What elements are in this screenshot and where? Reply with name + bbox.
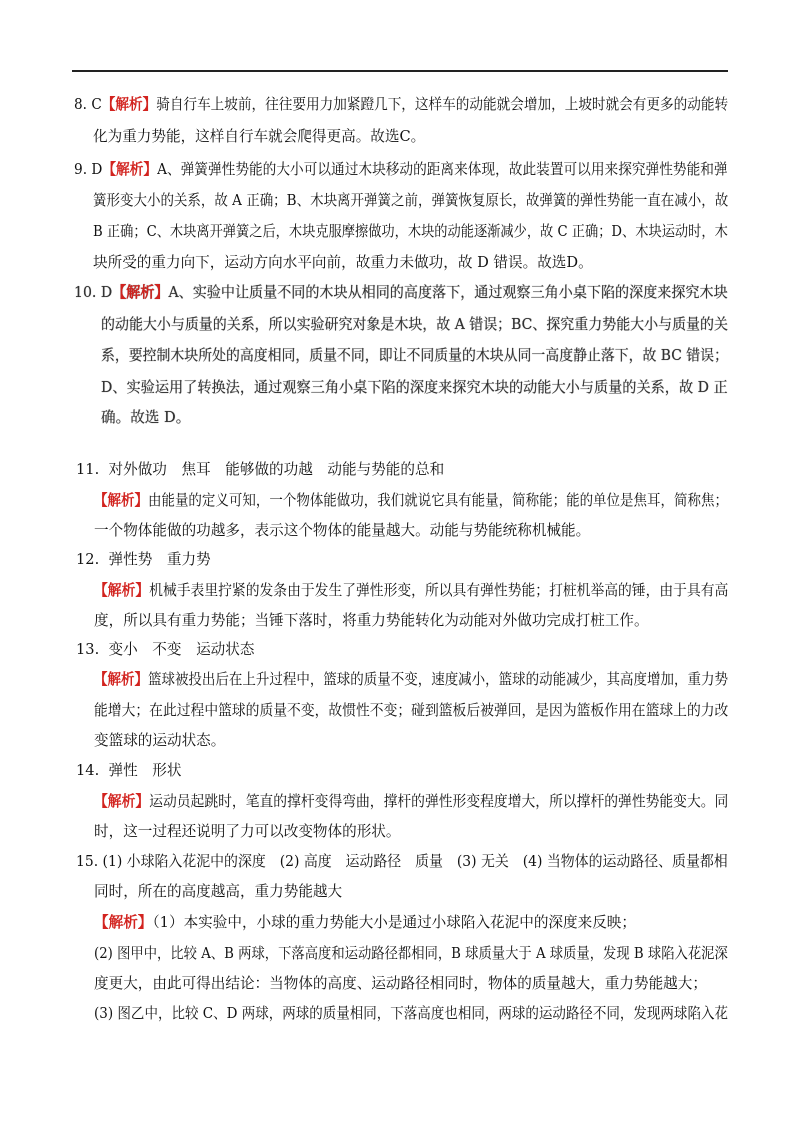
q9-number: 9. D (74, 161, 103, 178)
q12-answer: 弹性势 重力势 (108, 551, 211, 568)
q12-answer-line (76, 550, 211, 570)
q13-line-2: 能增大；在此过程中篮球的质量不变，故惯性不变；碰到篮板后被弹回，是因为篮板作用在篮球上的力改 (94, 702, 729, 719)
q14-line-2: 时，这一过程还说明了力可以改变物体的形状。 (94, 823, 401, 840)
analysis-tag: 【解析】 (101, 96, 157, 113)
q13-answer-line (76, 640, 254, 660)
q9-line-2: 簧形变大小的关系，故 A 正确；B、木块离开弹簧之前，弹簧恢复原长，故弹簧的弹性势能一直在减小，故 (93, 192, 729, 209)
q15-line-1 (94, 913, 636, 933)
q8-line-2: 化为重力势能，这样自行车就会爬得更高。故选C。 (93, 128, 426, 145)
q11-line-2: 一个物体能做的功越多，表示这个物体的能量越大。动能与势能统称机械能。 (94, 522, 591, 539)
analysis-tag: 【解析】 (94, 671, 148, 688)
q9-line-4: 块所受的重力向下，运动方向水平向前，故重力未做功，故 D 错误。故选D。 (93, 254, 593, 271)
q9-line-1 (74, 160, 728, 180)
q15-text-1: （1）本实验中，小球的重力势能大小是通过小球陷入花泥中的深度来反映； (152, 914, 636, 931)
analysis-tag: 【解析】 (94, 793, 150, 810)
q10-text-1: A、实验中让质量不同的木块从相同的高度落下，通过观察三角小桌下陷的深度来探究木块 (168, 284, 728, 301)
q13-line-3: 变篮球的运动状态。 (94, 732, 226, 749)
q10-line-4: D、实验运用了转换法，通过观察三角小桌下陷的深度来探究木块的动能大小与质量的关系，故 D 正 (101, 379, 728, 396)
q10-line-1 (74, 283, 728, 303)
q15-line-2: (2) 图甲中，比较 A、B 两球，下落高度和运动路径都相同，B 球质量大于 A 球质量，发现 B 球陷入花泥深 (94, 945, 728, 962)
q8-text-1: 骑自行车上坡前，往往要用力加紧蹬几下，这样车的动能就会增加，上坡时就会有更多的动能转 (156, 96, 729, 113)
q10-line-3: 系，要控制木块所处的高度相同，质量不同，即让不同质量的木块从同一高度静止落下，故 BC 错误； (101, 347, 728, 364)
q11-answer-line (76, 460, 444, 480)
analysis-tag: 【解析】 (94, 914, 153, 931)
q14-answer-line (76, 761, 181, 781)
analysis-tag: 【解析】 (94, 582, 150, 599)
q12-line-2: 度，所以具有重力势能；当锤下落时，将重力势能转化为动能对外做功完成打桩工作。 (94, 612, 649, 629)
q9-text-1: A、弹簧弹性势能的大小可以通过木块移动的距离来体现，故此装置可以用来探究弹性势能和弹 (157, 161, 728, 178)
q13-text-1: 篮球被投出后在上升过程中，篮球的质量不变，速度减小，篮球的动能减少，其高度增加，重力势 (147, 671, 728, 688)
q10-line-5: 确。故选 D。 (101, 409, 191, 426)
q11-answer: 对外做功 焦耳 能够做的功越 动能与势能的总和 (108, 461, 445, 478)
q8-line-1 (74, 95, 728, 115)
header-rule (72, 70, 728, 72)
analysis-tag: 【解析】 (94, 492, 148, 509)
q15-answer-line-1 (76, 852, 728, 872)
q13-number: 13. (76, 641, 100, 658)
q12-text-1: 机械手表里拧紧的发条由于发生了弹性形变，所以具有弹性势能；打桩机举高的锤，由于具有高 (149, 582, 729, 599)
q9-line-3: B 正确；C、木块离开弹簧之后，木块克服摩擦做功，木块的动能逐渐减少，故 C 正确；D、木块运动时，木 (93, 223, 728, 240)
analysis-tag: 【解析】 (102, 161, 158, 178)
q14-text-1: 运动员起跳时，笔直的撑杆变得弯曲，撑杆的弹性形变程度增大，所以撑杆的弹性势能变大。同 (149, 793, 729, 810)
q11-number: 11. (76, 461, 100, 478)
q15-answer-line-2: 同时，所在的高度越高，重力势能越大 (94, 883, 343, 900)
q10-line-2: 的动能大小与质量的关系，所以实验研究对象是木块，故 A 错误；BC、探究重力势能大小与质量的关 (101, 316, 728, 333)
q14-number: 14. (76, 762, 100, 779)
q13-answer: 变小 不变 运动状态 (108, 641, 255, 658)
q15-answer-1: (1) 小球陷入花泥中的深度 (2) 高度 运动路径 质量 (3) 无关 (4) 当物体的运动路径、质量都相 (102, 853, 728, 870)
q15-line-3: 度更大，由此可得出结论：当物体的高度、运动路径相同时，物体的质量越大，重力势能越大； (94, 975, 707, 992)
q13-line-1 (94, 670, 728, 690)
q11-line-1 (94, 491, 728, 511)
q10-number: 10. D (74, 284, 113, 301)
q12-line-1 (94, 581, 728, 601)
q15-number: 15. (76, 853, 99, 870)
analysis-tag: 【解析】 (112, 284, 169, 301)
q12-number: 12. (76, 551, 100, 568)
q14-answer: 弹性 形状 (108, 762, 182, 779)
q8-number: 8. C (74, 96, 102, 113)
q14-line-1 (94, 792, 728, 812)
q11-text-1: 由能量的定义可知，一个物体能做功，我们就说它具有能量，简称能；能的单位是焦耳，简称焦； (147, 492, 728, 509)
q15-line-4: (3) 图乙中，比较 C、D 两球，两球的质量相同，下落高度也相同，两球的运动路径不同，发现两球陷入花 (94, 1005, 728, 1022)
